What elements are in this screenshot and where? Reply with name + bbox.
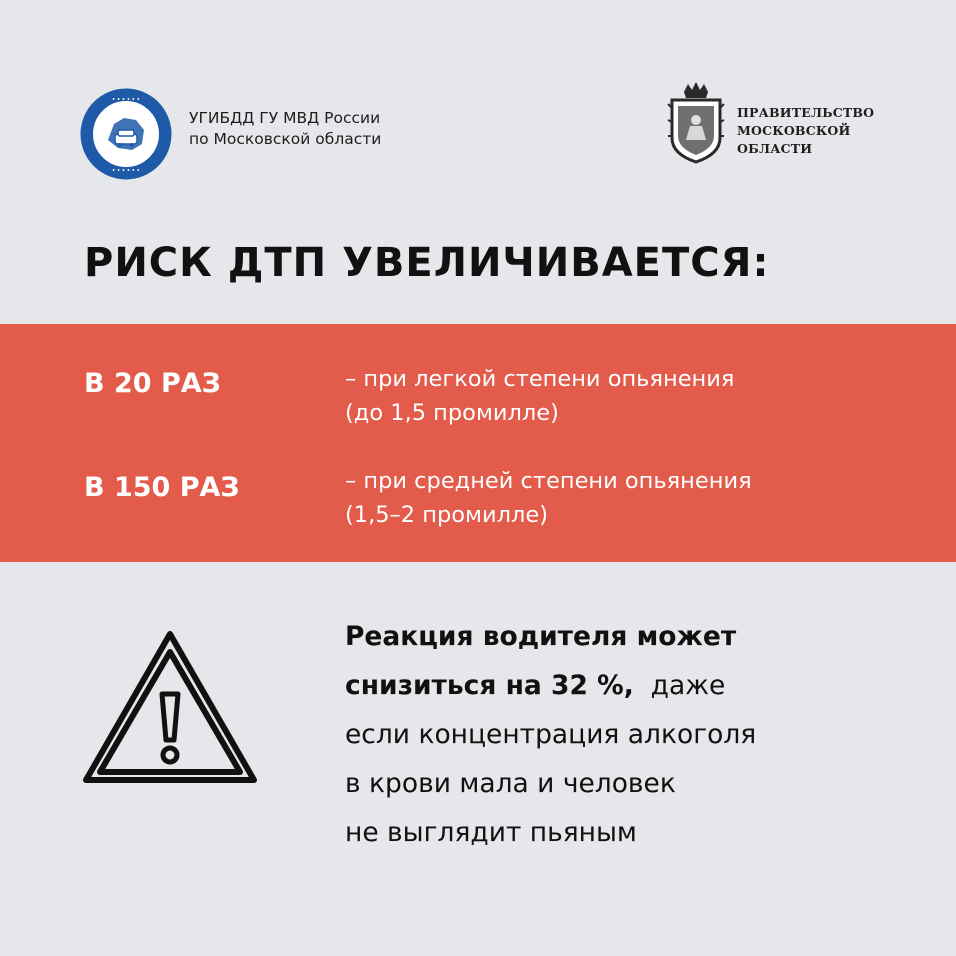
- left-org-line2: по Московской области: [189, 130, 382, 148]
- risk-desc-line1: – при легкой степени опьянения: [345, 366, 735, 392]
- notice-line5: не выглядит пьяным: [345, 817, 637, 848]
- risk-desc-line1: – при средней степени опьянения: [345, 468, 752, 494]
- moscow-region-coat-of-arms-icon: [666, 80, 726, 164]
- risk-band: [0, 324, 956, 562]
- traffic-police-emblem-icon: [80, 88, 172, 180]
- page-title: РИСК ДТП УВЕЛИЧИВАЕТСЯ:: [84, 240, 770, 286]
- left-org-line1: УГИБДД ГУ МВД России: [189, 109, 381, 127]
- risk-description: [345, 464, 752, 532]
- risk-desc-line2: (1,5–2 промилле): [345, 502, 549, 528]
- right-org-line3: ОБЛАСТИ: [737, 141, 813, 156]
- risk-description: [345, 362, 734, 430]
- right-org-line1: ПРАВИТЕЛЬСТВО: [737, 105, 875, 120]
- risk-desc-line2: (до 1,5 промилле): [345, 400, 559, 426]
- notice-line2-rest: даже: [650, 670, 726, 701]
- risk-label: В 150 РАЗ: [84, 472, 240, 503]
- left-org-name: [189, 108, 381, 150]
- notice-bold-line2: снизиться на 32 %,: [345, 670, 634, 701]
- notice-line4: в крови мала и человек: [345, 768, 676, 799]
- notice-text: [345, 612, 756, 857]
- notice-bold-line1: Реакция водителя может: [345, 621, 737, 652]
- risk-label: В 20 РАЗ: [84, 368, 221, 399]
- svg-text:• • • • • •: • • • • • •: [112, 168, 140, 174]
- right-org-name: [737, 104, 874, 158]
- svg-text:• • • • • •: • • • • • •: [112, 97, 140, 103]
- right-org-line2: МОСКОВСКОЙ: [737, 123, 851, 138]
- warning-triangle-icon: [80, 628, 260, 788]
- notice-line3: если концентрация алкоголя: [345, 719, 757, 750]
